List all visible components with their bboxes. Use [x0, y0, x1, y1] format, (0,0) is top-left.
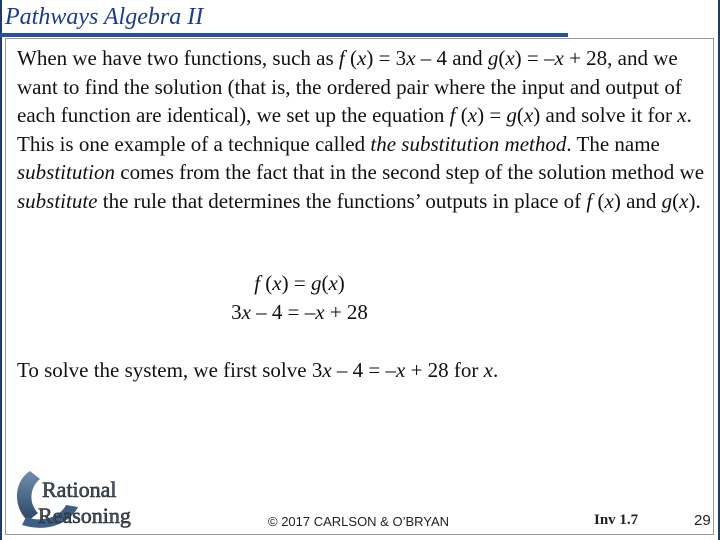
content-box	[5, 38, 714, 535]
title-underline	[0, 33, 568, 37]
slide-title: Pathways Algebra II	[5, 4, 204, 30]
title-bar	[0, 0, 203, 34]
intro-paragraph: When we have two functions, such as f (x) = 3x – 4 and g(x) = –x + 28, and we want to find the solution (that is, the ordered pair where the input and output of each function are identical), we set up the equation f (x) = g(x) and solve it for x. This is one example of a technique called the substitution method. The name substitution comes from the fact that in the second step of the solution method we substitute the rule that determines the functions’ outputs in place of f (x) and g(x).	[17, 46, 705, 213]
equation-rules: 3x – 4 = –x + 28	[231, 300, 368, 324]
equation-functions: f (x) = g(x)	[254, 271, 345, 295]
rational-reasoning-logo	[8, 463, 183, 535]
page-number: 29	[694, 512, 711, 529]
copyright-text: © 2017 CARLSON & O’BRYAN	[268, 514, 450, 529]
solve-paragraph: To solve the system, we first solve 3x – 4 = –x + 28 for x.	[17, 358, 499, 382]
logo-word-reasoning: Reasoning	[38, 503, 131, 528]
investigation-label: Inv 1.7	[594, 512, 639, 528]
logo-word-rational: Rational	[42, 477, 117, 502]
